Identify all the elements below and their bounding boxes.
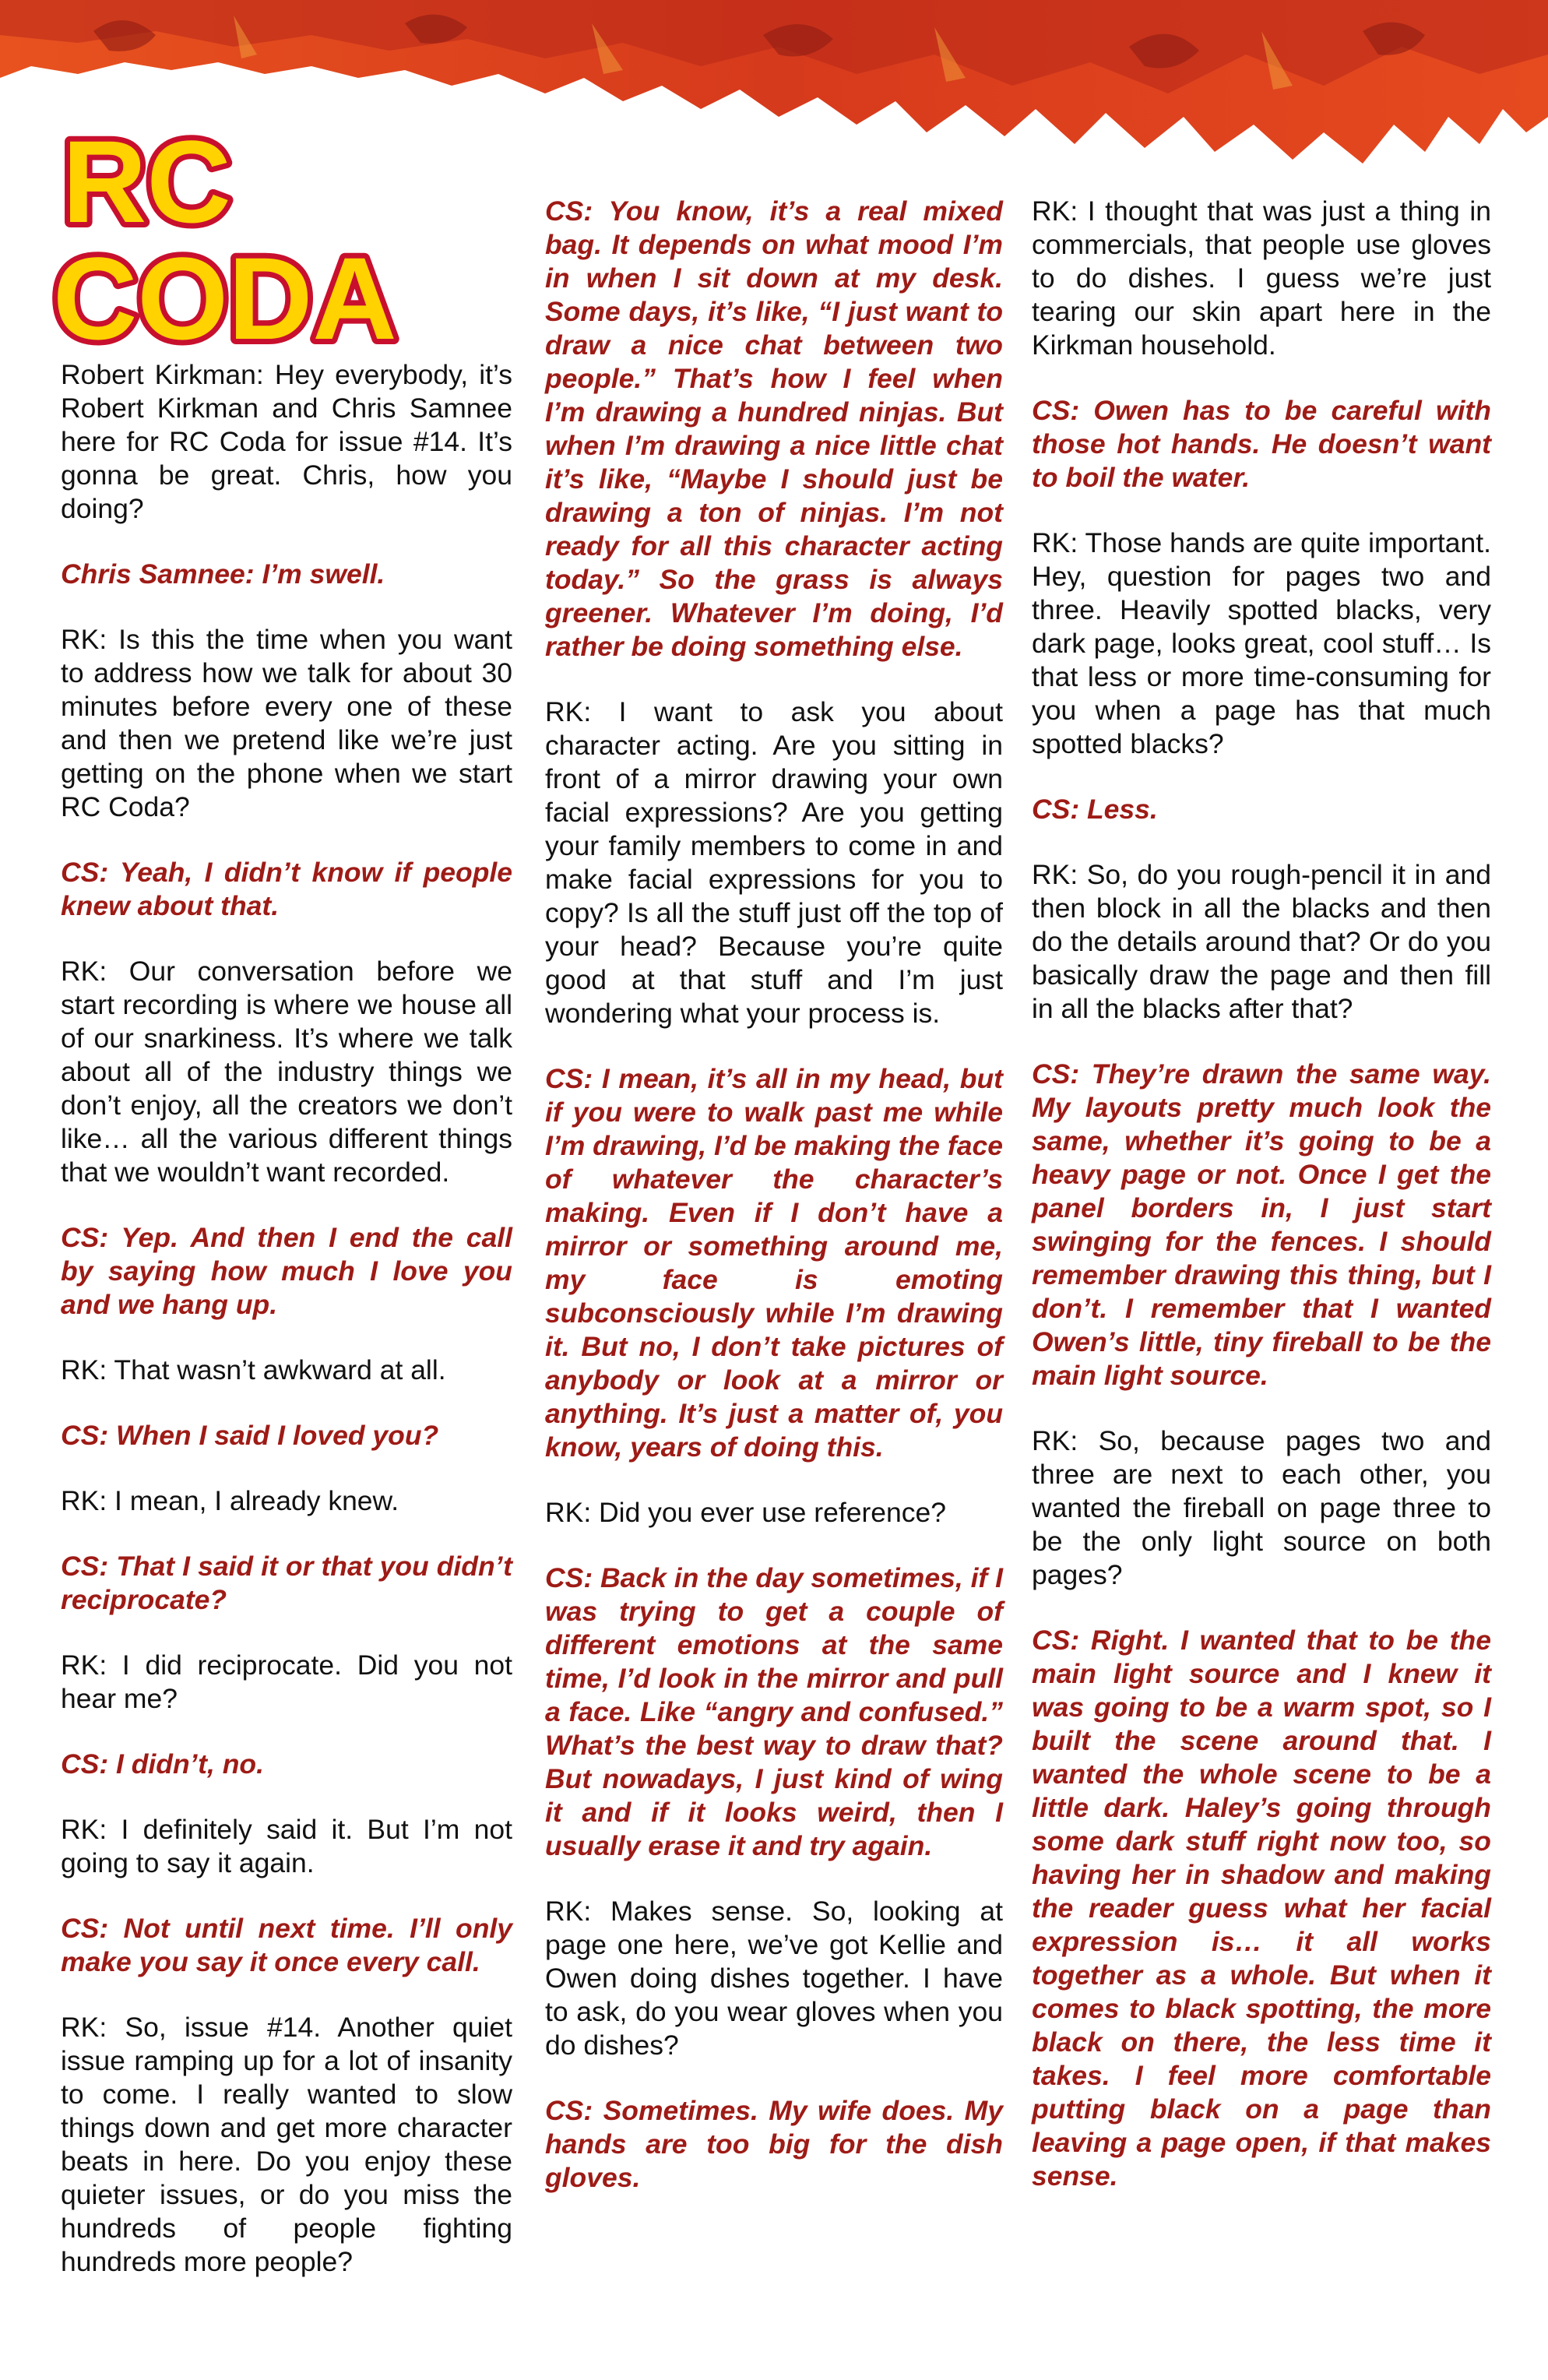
- paragraph: CS: You know, it’s a real mixed bag. It depends on what mood I’m in when I sit down at my desk. Some days, it’s like, “I just want to draw a nice chat between two people.” That’s how I feel when I’m drawing a hundred ninjas. But when I’m drawing a nice little chat it’s like, “Maybe I should just be drawing a ton of ninjas. I’m not ready for all this character acting today.” So the grass is always greener. Whatever I’m doing, I’d rather be doing something else.: [545, 195, 1003, 662]
- paragraph: CS: When I said I loved you?: [61, 1420, 439, 1451]
- paragraph: RK: Those hands are quite important. Hey, question for pages two and three. Heavily spotted blacks, very dark page, looks great, cool stuff… Is that less or more time-consuming for you when a page has that much spotted blacks?: [1032, 527, 1491, 759]
- paragraph: RK: I definitely said it. But I’m not going to say it again.: [61, 1814, 512, 1878]
- paragraph: RK: So, do you rough-pencil it in and then block in all the blacks and then do the details around that? Or do you basically draw the page and then fill in all the blacks after that?: [1032, 859, 1491, 1024]
- paragraph: CS: Sometimes. My wife does. My hands are too big for the dish gloves.: [545, 2095, 1003, 2193]
- paragraph: RK: Makes sense. So, looking at page one here, we’ve got Kellie and Owen doing dishes together. I have to ask, do you wear gloves when you do dishes?: [545, 1896, 1003, 2061]
- interview-column-1: [61, 358, 512, 2311]
- paragraph: Robert Kirkman: Hey everybody, it’s Robert Kirkman and Chris Samnee here for RC Coda for issue #14. It’s gonna be great. Chris, how you doing?: [61, 359, 512, 524]
- paragraph: CS: Right. I wanted that to be the main light source and I knew it was going to be a warm spot, so I built the scene around that. I wanted the whole scene to be a little dark. Haley’s going through some dark stuff right now too, so having her in shadow and making the reader guess what her facial expression is… it all works together as a whole. But when it comes to black spotting, the more black on there, the less time it takes. I feel more comfortable putting black on a page than leaving a page open, if that makes sense.: [1032, 1625, 1491, 2192]
- paragraph: CS: I mean, it’s all in my head, but if you were to walk past me while I’m drawing, I’d be making the face of whatever the character’s making. Even if I don’t have a mirror or something around me, my face is emoting subconsciously while I’m drawing it. But no, I don’t take pictures of anybody or look at a mirror or anything. It’s just a matter of, you know, years of doing this.: [545, 1063, 1003, 1463]
- paragraph: CS: Owen has to be careful with those hot hands. He doesn’t want to boil the water.: [1032, 395, 1491, 493]
- rc-coda-logo: [45, 113, 497, 370]
- interview-column-2: [545, 195, 1003, 2227]
- paragraph: CS: Yeah, I didn’t know if people knew about that.: [61, 857, 512, 921]
- logo-line-rc: RC: [62, 116, 231, 247]
- interview-column-3: [1032, 195, 1491, 2225]
- paragraph: CS: Yep. And then I end the call by saying how much I love you and we hang up.: [61, 1222, 512, 1320]
- paragraph: CS: They’re drawn the same way. My layouts pretty much look the same, whether it’s going to be a heavy page or not. Once I get the panel borders in, I just start swinging for the fences. I should remember drawing this thing, but I don’t. I remember that I wanted Owen’s little, tiny fireball to be the main light source.: [1032, 1058, 1491, 1391]
- paragraph: RK: I thought that was just a thing in commercials, that people use gloves to do dishes. I guess we’re just tearing our skin apart here in the Kirkman household.: [1032, 195, 1491, 361]
- paragraph: CS: That I said it or that you didn’t reciprocate?: [61, 1551, 512, 1615]
- paragraph: CS: Not until next time. I’ll only make you say it once every call.: [61, 1913, 512, 1977]
- paragraph: RK: Our conversation before we start recording is where we house all of our snarkiness. It’s where we talk about all of the industry things we don’t enjoy, all the creators we don’t like… all the various different things that we wouldn’t want recorded.: [61, 956, 512, 1188]
- paragraph: CS: Back in the day sometimes, if I was trying to get a couple of different emotions at the same time, I’d look in the mirror and pull a face. Like “angry and confused.” What’s the best way to draw that? But nowadays, I just kind of wing it and if it looks weird, then I usually erase it and try again.: [545, 1562, 1003, 1861]
- paragraph: RK: I did reciprocate. Did you not hear me?: [61, 1649, 512, 1714]
- paragraph: RK: So, because pages two and three are next to each other, you wanted the fireball on page three to be the only light source on both pages?: [1032, 1425, 1491, 1590]
- paragraph: RK: Is this the time when you want to address how we talk for about 30 minutes before every one of these and then we pretend like we’re just getting on the phone when we start RC Coda?: [61, 624, 512, 822]
- paragraph: CS: Less.: [1032, 794, 1158, 825]
- paragraph: RK: I want to ask you about character acting. Are you sitting in front of a mirror drawing your own facial expressions? Are you getting your family members to come in and make facial expressions for you to copy? Is all the stuff just off the top of your head? Because you’re quite good at that stuff and I’m just wondering what your process is.: [545, 696, 1003, 1029]
- paragraph: RK: I mean, I already knew.: [61, 1485, 399, 1516]
- logo-line-coda: CODA: [53, 233, 397, 364]
- paragraph: RK: That wasn’t awkward at all.: [61, 1354, 446, 1385]
- paragraph: RK: So, issue #14. Another quiet issue ramping up for a lot of insanity to come. I really wanted to slow things down and get more character beats in here. Do you enjoy these quieter issues, or do you miss the hundreds of people fighting hundreds more people?: [61, 2012, 512, 2277]
- paragraph: Chris Samnee: I’m swell.: [61, 558, 385, 590]
- paragraph: CS: I didn’t, no.: [61, 1748, 264, 1780]
- paragraph: RK: Did you ever use reference?: [545, 1497, 947, 1528]
